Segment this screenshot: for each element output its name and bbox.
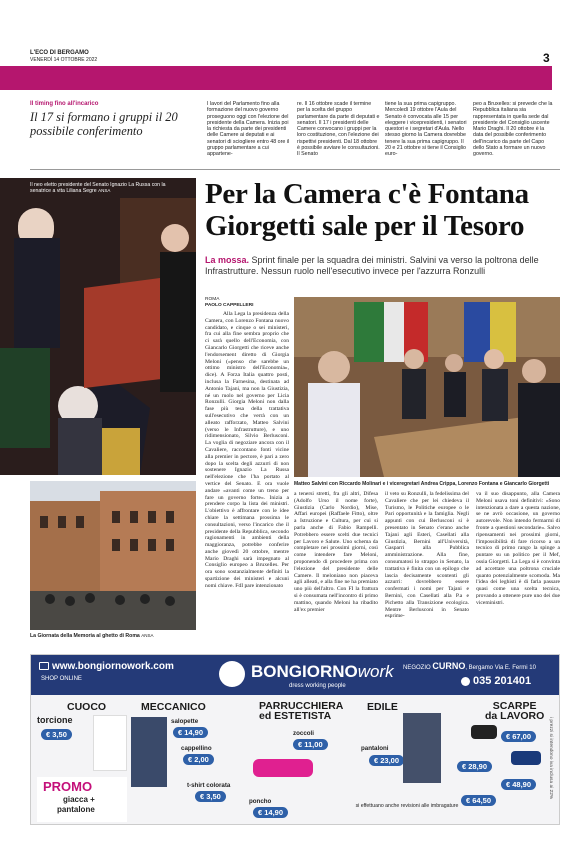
web-icon [39,662,49,670]
ad-banner [30,654,560,825]
ad-meccanico-item-3: t-shirt colorata [187,782,231,789]
ad-parrucchiera-item-2: poncho [249,798,272,805]
logo-mark-icon [219,661,245,687]
paper-name: L'ECO DI BERGAMO [30,50,89,56]
ad-website-text: www.bongiornowork.com [52,661,174,672]
ad-store-address: , Bergamo Via E. Fermi 10 [465,665,536,671]
main-photo-caption: Matteo Salvini con Riccardo Molinari e i viceregretari Andrea Crippa, Lorenzo Fontana e Giancarlo Giorgetti [294,481,550,487]
ad-store-label: NEGOZIO [403,665,431,671]
main-deck [205,255,560,277]
ad-parrucchiera-item-1: zoccoli [293,730,314,737]
dateline: ROMA [205,297,220,302]
shoe-image-2 [511,751,541,765]
main-col-3: il veto su Ronzulli, la fedelissima del Cavaliere che per lei chiedeva il Turismo, le Politiche europee o le Pari opportunità e la famiglia. Negli appunti con cui Berlusconi si è presentato in Senato c'erano anche Tajani agli Esteri, Casellati alla Giustizia, Bernini all'Università, Gasparri alla Pubblica amministrazione. Alla fine, consumatosi lo strappo in Senato, la trattativa è finita con un epilogo che lascia decisamente scontenti gli azzurri: dovrebbero essere confermati i nomi per Tajani e Bernini, con Casellati alla P.a e Pichetto alla Transizione ecologica. Mentre Berlusconi in Senato esprime- [385,491,469,620]
issue-date: VENERDÌ 14 OTTOBRE 2022 [30,57,98,63]
ad-phone-text: 035 201401 [473,675,532,687]
top-story-title: Il 17 si formano i gruppi il 20 possibile conferimento [30,110,178,138]
ad-scarpe-price-1: € 67,00 [501,731,536,742]
ad-cuoco-item: torcione [37,715,73,725]
main-col-4: va il suo disappunto, alla Camera Meloni usava toni definitivi: «Sono intenzionata a dare a questa nazione, se ne avrò occasione, un governo autorevole. Non intendo fermarmi di fronte a questioni secondarie». Salvo ripensamenti nei prossimi giorni, l'impossibilità di fare ricorso a un tecnico di primo rango la spinge a puntare su un politico per il Mef, ossia Giorgetti. La Lega si è convinta ad accettare una poltrona cruciale quanto potenzialmente scomoda. Ma l'idea dei leghisti è di farla passare quasi come una scelta tecnica, provando a ottenere pure uno dei due viceministri. [476,491,560,606]
chef-jacket-image [93,715,127,771]
ad-brand-b: work [357,662,394,681]
section-band [0,66,552,90]
main-col-2: a tenersi stretti, fra gli altri, Difesa (Adolfo Urso il nome forte), Giustizia (Carlo Nordio), Mise, Affari europei (Raffaele Fitto), oltre a Istruzione e Cultura, per cui si parla anche di Fabio Rampelli. Potrebbero essere scelti due tecnici per Lavoro e Salute. Uno schema da completare nei prossimi giorni, così come intendere fare Meloni, proponendo di procedere prima con l'elezione del presidente delle Camere. Il meloniano non piaceva agli alleati, e alla fine ne ha premiato uno più dell'altro. Con FI la frattura si è consumata nell'incontro di primo mattino, quando Meloni ha ribadito all'ex premier [294,491,378,613]
ad-scarpe-price-3: € 48,90 [501,779,536,790]
ad-promo-word: PROMO [43,779,93,794]
ad-edile-price-1: € 23,00 [369,755,404,766]
ad-cuoco-price: € 3,50 [41,729,72,740]
page-number: 3 [543,51,550,65]
photo-caption-2 [30,633,154,639]
ad-cuoco-price-text: 3,50 [52,730,67,739]
ad-store-city: CURNO [432,661,466,671]
main-headline-line-1: Per la Camera c'è Fontana [205,178,529,210]
ad-tagline: dress working people [289,683,346,689]
photo-ghetto-roma-art [30,481,196,630]
top-story-kicker: Il timing fino all'incarico [30,101,99,107]
photo-caption-1-text: Il neo eletto presidente del Senato Ignazio La Russa con la senatrice a vita Liliana Segre [30,182,166,195]
photo-caption-2-text: La Giornata della Memoria al ghetto di Roma [30,633,140,639]
ad-parrucchiera-title-1: PARRUCCHIERA [259,700,344,712]
photo-salvini-group [294,297,560,477]
ad-brand-a: BONGIORNO [251,662,358,681]
main-headline-line-2: Giorgetti sale per il Tesoro [205,210,525,242]
ad-meccanico-title: MECCANICO [141,701,206,713]
ad-scarpe-price-4: € 64,50 [461,795,496,806]
ad-parrucchiera-price-2: € 14,90 [253,807,288,818]
ad-scarpe-title-1: SCARPE [492,700,537,712]
ad-edile-title: EDILE [367,701,398,713]
ad-edile-note: si effettuano anche revisioni alle imbragature [355,803,459,809]
ad-disclaimer-box [544,717,554,817]
photo-la-russa-segre-art [0,178,196,475]
photo-credit-2: ANSA [141,633,154,638]
phone-icon [461,677,470,686]
clogs-image [253,759,313,777]
ad-cuoco-title: CUOCO [67,701,107,713]
ad-shop-online: SHOP ONLINE [41,676,82,682]
ad-parrucchiera-title [259,701,343,721]
ad-meccanico-price-2: € 2,00 [183,754,214,765]
ad-meccanico-price-3: € 3,50 [195,791,226,802]
byline: PAOLO CAPPELLERI [205,303,254,308]
main-deck-kicker: La mossa. [205,255,250,265]
main-deck-text: Sprint finale per la squadra dei ministri. Salvini va verso la poltrona delle Infrastrutture. Nessun ruolo nell'esecutivo invece per l'azzurra Ronzulli [205,255,539,276]
ad-scarpe-title [485,701,544,721]
mechanic-image [131,717,167,787]
top-story-col-2: re. Il 16 ottobre scade il termine per la scelta del gruppo parlamentare da parte di deputati e senatori. Il 17 i presidenti delle Camere convocano i gruppi per la loro costituzione, con l'elezione dei rispettivi presidenti. Dal 18 ottobre è possibile avviare le consultazioni. Il Senato [297,101,380,158]
photo-ghetto-roma [30,481,196,630]
divider [30,169,560,170]
ad-phone[interactable] [461,675,531,687]
photo-caption-1 [30,182,170,195]
shoe-image-1 [471,725,497,739]
ad-meccanico-item-2: cappellino [181,745,212,752]
ad-disclaimer: i prezzi si intendono iva inclusa ai 22% [548,717,553,800]
ad-promo-line-1: giacca + [63,795,95,804]
ad-promo-line-2: pantalone [57,805,95,814]
ad-meccanico-price-1: € 14,90 [173,727,208,738]
top-story-col-4: peo a Bruxelles: si prevede che la Repubblica italiana sia rappresentata in quella sede dal presidente del Consiglio uscente Mario Draghi. Il 20 ottobre è la data del possibile conferimento dell'incarico da parte del Capo dello Stato a formare un nuovo governo. [473,101,553,158]
trousers-image [403,713,441,783]
top-story-col-1: I lavori del Parlamento fino alla formazione del nuovo governo proseguono oggi con l'elezione del presidente della Camera. Inizia poi la richiesta da parte dei presidenti delle Camere ai deputati e ai senatori di sciogliere entro 48 ore il gruppo parlamentare a cui appartene- [207,101,290,158]
photo-credit-1: ANSA [98,188,111,194]
ad-store [403,661,536,671]
main-col-1: Alla Lega la presidenza della Camera, con Lorenzo Fontana nuovo candidato, e cinque o sei ministeri, fra cui alla fine sembra proprio che ci sarà quello dell'Economia, con Giancarlo Giorgetti che riceve anche l'endorsement diretto di Giorgia Meloni («penso che sarebbe un ottimo ministro dell'Economia», dice). A Forza Italia quattro posti, inclusa la Farnesina, destinata ad Antonio Tajani, ma non la Giustizia, né un ruolo nel governo per Licia Ronzulli. Giorgia Meloni non dalla fase più tesa della trattativa sull'esecutivo che verrà con un alleato rafforzato, Matteo Salvini (verso le Infrastrutture), e uno ridimensionato, Silvio Berlusconi. La voglia di negoziare ancora con il Cavaliere, raccontano fonti vicine alla premier in pectore, è pari a zero dopo la scelta degli azzurri di non sostenere Ignazio La Russa nell'elezione che l'ha portato al vertice del Senato. E ora vuole andare «avanti come un treno per fare un governo forte». Inizia a prendere corpo la lista dei ministri. L'obiettivo è affrontare con le idee chiare la settimana prossima le consultazioni, verso l'incarico che il presidente della Repubblica, secondo ragionamenti in ambienti della maggioranza, potrebbe conferire anche giovedì 20 ottobre, mentre Mario Draghi sarà impegnato al Consiglio europeo a Bruxelles. Per ora sono sostanzialmente definiti la spartizione dei ministeri e alcuni nomi chiave. FdI pare intenzionato [205,311,289,589]
ad-promo [37,777,127,822]
photo-salvini-group-art [294,297,560,477]
ad-scarpe-price-2: € 28,90 [457,761,492,772]
top-story-col-3: tiene la sua prima capigruppo. Mercoledì 19 ottobre l'Aula del Senato è convocata alle 15 per eleggere i vicepresidenti, i senatori questori e i segretari d'Aula. Nello stesso giorno la Camera dovrebbe tenere la sua prima capigruppo. Il 20 e 21 ottobre si tiene il Consiglio euro- [385,101,467,158]
ad-parrucchiera-price-1: € 11,00 [293,739,328,750]
photo-la-russa-segre [0,178,196,475]
ad-parrucchiera-title-2: ed ESTETISTA [259,710,332,722]
ad-website[interactable] [39,661,174,672]
ad-edile-item-1: pantaloni [361,745,389,752]
ad-meccanico-item-1: salopette [171,718,199,725]
ad-scarpe-title-2: da LAVORO [485,710,545,722]
main-headline [205,178,560,242]
